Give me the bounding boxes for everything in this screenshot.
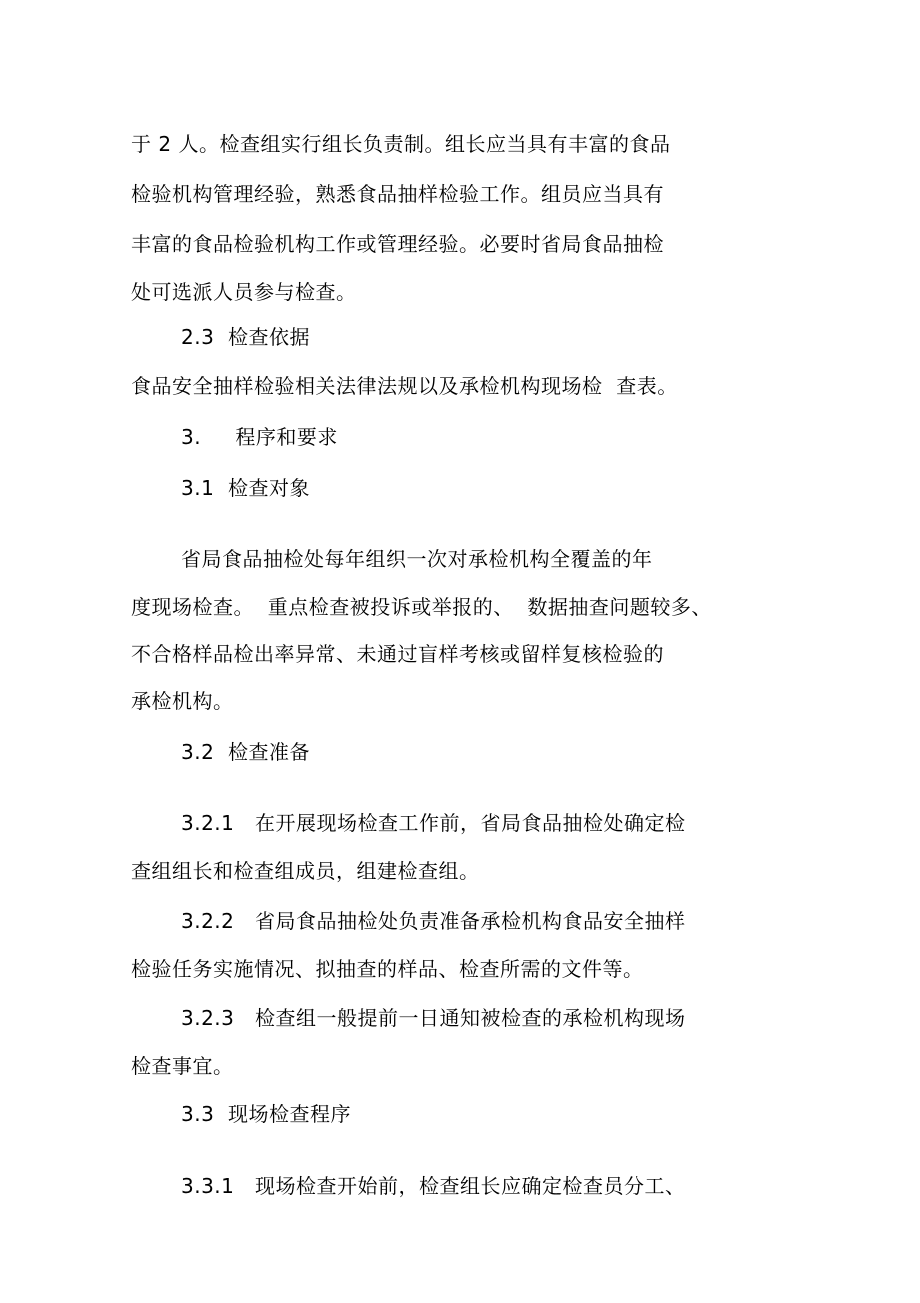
section-heading: 3. 程序和要求	[181, 425, 338, 449]
body-text-line: 3.2.1 在开展现场检查工作前，省局食品抽检处确定检	[181, 811, 686, 835]
body-text-line: 不合格样品检出率异常、未通过盲样考核或留样复核检验的	[131, 642, 664, 666]
body-text-line: 度现场检查。 重点检查被投诉或举报的、 数据抽查问题较多、	[131, 595, 712, 619]
section-heading: 3.1 检查对象	[181, 476, 311, 500]
section-heading: 3.3 现场检查程序	[181, 1102, 352, 1126]
body-text-line: 查组组长和检查组成员，组建检查组。	[131, 859, 480, 883]
body-text-line: 检查事宜。	[131, 1054, 234, 1078]
section-heading: 3.2 检查准备	[181, 740, 311, 764]
body-text-line: 3.2.3 检查组一般提前一日通知被检查的承检机构现场	[181, 1006, 686, 1030]
body-text-line: 于 2 人。检查组实行组长负责制。组长应当具有丰富的食品	[131, 132, 671, 156]
body-text-line: 检验任务实施情况、拟抽查的样品、检查所需的文件等。	[131, 957, 644, 981]
body-text-line: 检验机构管理经验，熟悉食品抽样检验工作。组员应当具有	[131, 182, 664, 206]
body-text-line: 处可选派人员参与检查。	[131, 280, 357, 304]
body-text-line: 承检机构。	[131, 689, 234, 713]
body-text-line: 丰富的食品检验机构工作或管理经验。必要时省局食品抽检	[131, 232, 664, 256]
body-text-line: 3.2.2 省局食品抽检处负责准备承检机构食品安全抽样	[181, 909, 686, 933]
body-text-line: 3.3.1 现场检查开始前，检查组长应确定检查员分工、	[181, 1174, 686, 1198]
body-text-line: 食品安全抽样检验相关法律法规以及承检机构现场检 查表。	[131, 374, 678, 398]
section-heading: 2.3 检查依据	[181, 325, 311, 349]
body-text-line: 省局食品抽检处每年组织一次对承检机构全覆盖的年	[181, 547, 653, 571]
